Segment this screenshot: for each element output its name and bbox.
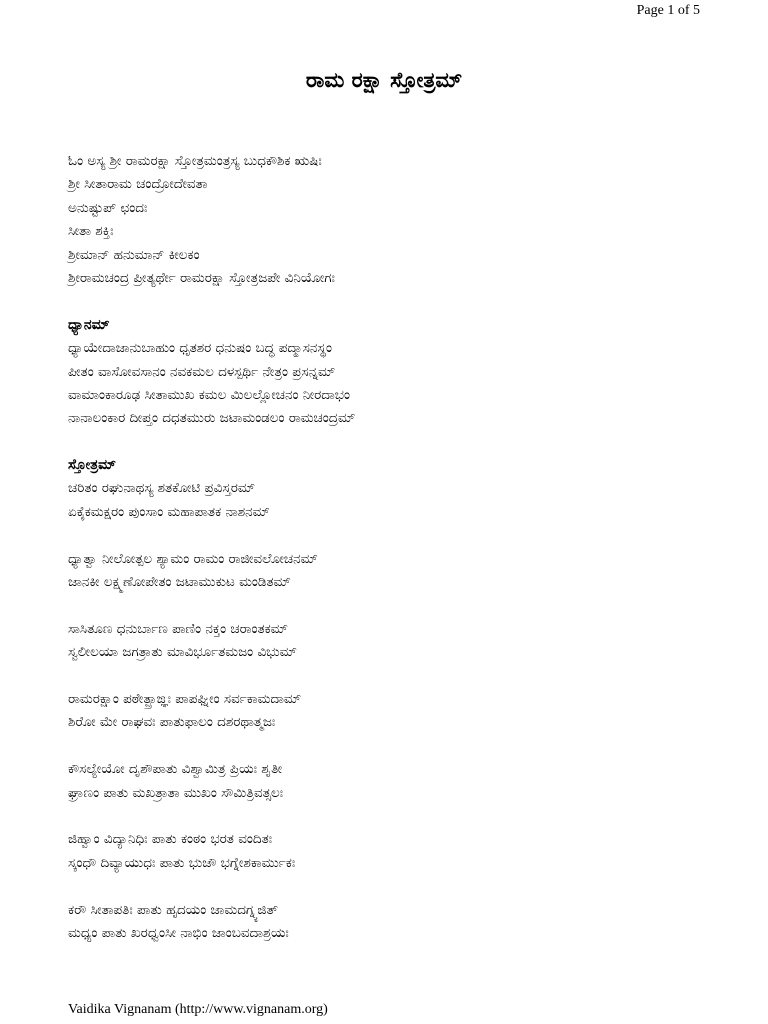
stanza [68,899,708,946]
verse-line: ಜಿಹ್ವಾಂ ವಿದ್ಯಾನಿಧಿಃ ಪಾತು ಕಂಠಂ ಭರತ ವಂದಿತಃ [68,831,273,848]
verse-line: ಶಿರೋ ಮೇ ರಾಘವಃ ಪಾತುಫಾಲಂ ದಶರಥಾತ್ಮಜಃ [68,714,276,731]
spacer [68,594,708,617]
verse-line: ಮಧ್ಯಂ ಪಾತು ಖರಧ್ವಂಸೀ ನಾಭಿಂ ಜಾಂಬವದಾಶ್ರಯಃ [68,924,289,941]
intro-line: ಓಂ ಅಸ್ಯ ಶ್ರೀ ರಾಮರಕ್ಷಾ ಸ್ತೋತ್ರಮಂತ್ರಸ್ಯ ಬುಧಕೌಶಿಕ ಋಷಿಃ [68,153,322,169]
spacer [68,290,708,313]
verse-line: ಘ್ರಾಣಂ ಪಾತು ಮಖತ್ರಾತಾ ಮುಖಂ ಸೌಮಿತ್ರಿವತ್ಸಲಃ [68,784,284,801]
stotram-section [68,454,708,945]
intro-line: ಶ್ರೀರಾಮಚಂದ್ರ ಪ್ರೀತ್ಯರ್ಥೇ ರಾಮರಕ್ಷಾ ಸ್ತೋತ್ರಜಪೇ ವಿನಿಯೋಗಃ [68,269,335,286]
section-heading-dhyanam: ಧ್ಯಾನಮ್ [68,316,110,333]
intro-section [68,150,708,290]
stanza [68,758,708,805]
spacer [68,805,708,828]
stanza [68,618,708,665]
verse-line: ಪೀತಂ ವಾಸೋವಸಾನಂ ನವಕಮಲ ದಳಸ್ಪರ್ಥಿ ನೇತ್ರಂ ಪ್ರಸನ್ನಮ್ [68,363,336,380]
verse-line: ವಾಮಾಂಕಾರೂಢ ಸೀತಾಮುಖ ಕಮಲ ಮಿಲಲ್ಲೋಚನಂ ನೀರದಾಭಂ [68,386,350,403]
verse-line: ಕರೌ ಸೀತಾಪತಿಃ ಪಾತು ಹೃದಯಂ ಜಾಮದಗ್ನ್ಯಜಿತ್ [68,901,279,918]
document-title: ರಾಮ ರಕ್ಷಾ ಸ್ತೋತ್ರಮ್ [305,68,463,92]
verse-line: ಸ್ವಲೀಲಯಾ ಜಗತ್ರಾತು ಮಾವಿರ್ಭೂತಮಜಂ ವಿಭುಮ್ [68,644,297,661]
spacer [68,431,708,454]
spacer [68,735,708,758]
page-number: Page 1 of 5 [636,3,700,18]
spacer [68,524,708,547]
verse-line: ಸಾಸಿತೂಣ ಧನುರ್ಬಾಣ ಪಾಣಿಂ ನಕ್ತಂ ಚರಾಂತಕಮ್ [68,620,288,637]
section-heading-stotram: ಸ್ತೋತ್ರಮ್ [68,457,117,474]
verse-line: ಏಕೈಕಮಕ್ಷರಂ ಪುಂಸಾಂ ಮಹಾಪಾತಕ ನಾಶನಮ್ [68,503,270,520]
document-body [68,150,708,945]
stanza [68,688,708,735]
intro-line: ಶ್ರೀ ಸೀತಾರಾಮ ಚಂದ್ರೋದೇವತಾ [68,176,208,193]
dhyanam-section [68,314,708,431]
verse-line: ಸ್ಕಂಧೌ ದಿವ್ಯಾಯುಧಃ ಪಾತು ಭುಜೌ ಭಗ್ನೇಶಕಾರ್ಮುಕಃ [68,854,296,871]
page-footer: Vaidika Vignanam (http://www.vignanam.org) [68,1002,328,1017]
verse-line: ನಾನಾಲಂಕಾರ ದೀಪ್ತಂ ದಧತಮುರು ಜಟಾಮಂಡಲಂ ರಾಮಚಂದ್ರಮ್ [68,410,356,427]
intro-line: ಶ್ರೀಮಾನ್ ಹನುಮಾನ್ ಕೀಲಕಂ [68,246,200,263]
intro-line: ಅನುಷ್ಟುಪ್ ಛಂದಃ [68,199,148,216]
verse-line: ಕೌಸಲ್ಯೇಯೋ ದೃಶೌಪಾತು ವಿಶ್ವಾಮಿತ್ರ ಪ್ರಿಯಃ ಶೃತೀ [68,761,283,778]
verse-line: ಧ್ಯಾತ್ವಾ ನೀಲೋತ್ಪಲ ಶ್ಯಾಮಂ ರಾಮಂ ರಾಜೀವಲೋಚನಮ್ [68,550,318,567]
verse-line: ಜಾನಕೀ ಲಕ್ಷ್ಮಣೋಪೇತಂ ಜಟಾಮುಕುಟ ಮಂಡಿತಮ್ [68,574,291,591]
verse-line: ಧ್ಯಾಯೇದಾಜಾನುಬಾಹುಂ ಧೃತಶರ ಧನುಷಂ ಬದ್ಧ ಪದ್ಮಾಸನಸ್ಥಂ [68,340,332,357]
spacer [68,875,708,898]
stanza [68,548,708,595]
verse-line: ರಾಮರಕ್ಷಾಂ ಪಠೇತ್ಪ್ರಾಙ್ಞಃ ಪಾಪಘ್ನೀಂ ಸರ್ವಕಾಮದಾಮ್ [68,690,302,707]
verse-line: ಚರಿತಂ ರಘುನಾಥಸ್ಯ ಶತಕೋಟಿ ಪ್ರವಿಸ್ತರಮ್ [68,480,256,497]
stanza [68,477,708,524]
intro-line: ಸೀತಾ ಶಕ್ತಿಃ [68,223,114,240]
stanza [68,828,708,875]
spacer [68,665,708,688]
